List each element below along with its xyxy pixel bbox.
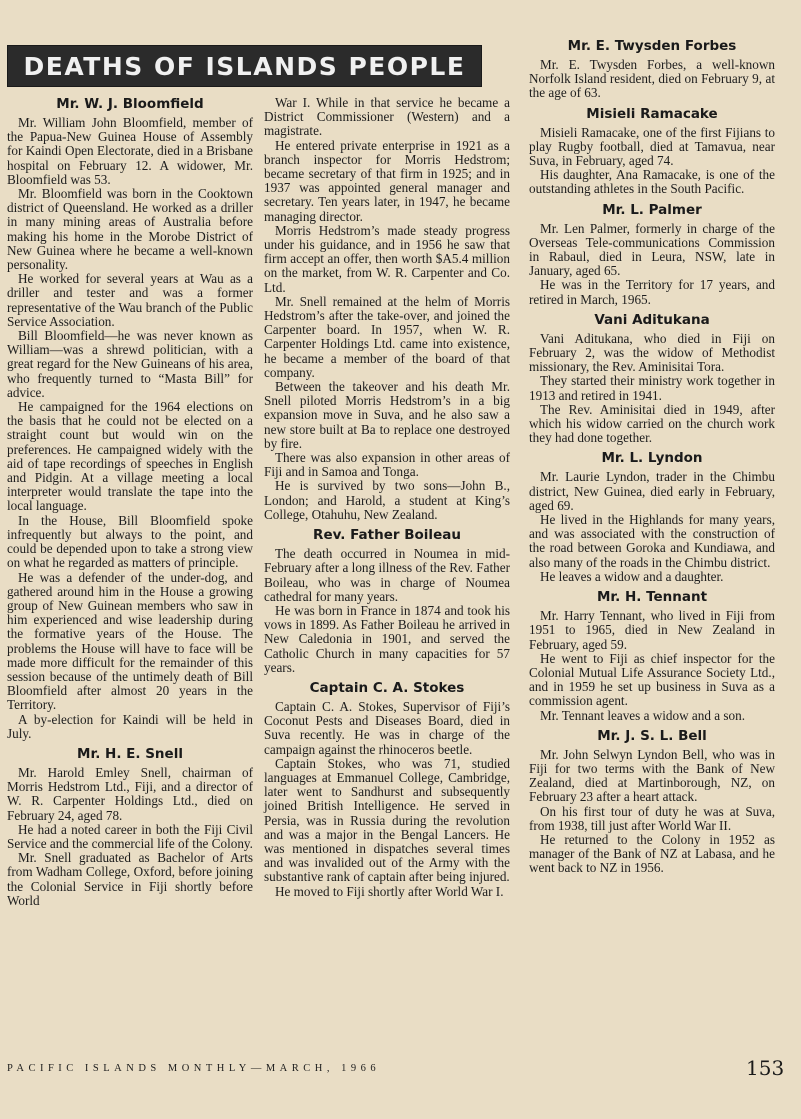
obituary-paragraph: Mr. Snell remained at the helm of Morris Hedstrom’s after the take-over, and joined the Carpenter board. In 1957, when W. R. Carpenter Holdings Ltd. came into existence, he became a member of the board of that company. [264,293,510,380]
obituary-paragraph: Mr. Harold Emley Snell, chairman of Morris Hedstrom Ltd., Fiji, and a director of W. R. Carpenter Holdings Ltd., died on February 24, aged 78. [7,764,253,823]
obituary-paragraph: He was in the Territory for 17 years, and retired in March, 1965. [529,277,775,307]
obituary-section [529,38,775,101]
obituary-paragraph: The death occurred in Noumea in mid-February after a long illness of the Rev. Father Boileau, who was in charge of Noumea cathedral for many years. [264,546,510,604]
obituary-section [529,202,775,307]
page-footer: PACIFIC ISLANDS MONTHLY—MARCH, 1966 [7,1063,381,1074]
obituary-heading: Mr. H. Tennant [596,589,708,606]
obituary-heading: Mr. E. Twysden Forbes [567,38,737,54]
obituary-heading: Mr. J. S. L. Bell [597,727,707,744]
obituary-paragraph: Morris Hedstrom’s made steady progress under his guidance, and in 1956 he saw that firm accept an offer, then worth $A5.4 million on the market, from W. R. Carpenter and Co. Ltd. [264,222,510,295]
obituary-paragraph: Bill Bloomfield—he was never known as William—was a shrewd politician, with a great regard for the New Guineans of his area, who frequently turned to “Masta Bill” for advice. [7,328,253,400]
page-number: 153 [746,1056,785,1080]
obituary-paragraph: He was a defender of the under-dog, and gathered around him in the House a growing group of New Guinean members who saw in him experienced and wise leadership during the formative years of the House. The problems the House will have to face will be made more difficult for the remainder of this session because of the untimely death of Bill Bloomfield after almost 20 years in the Territory. [7,569,253,713]
obituary-paragraph: He campaigned for the 1964 elections on the basis that he could not be elected on a straight count but would win on the preferences. He campaigned widely with the aid of tape recordings of speeches in English and Pidgin. At a village meeting a local interpreter would translate the tape into the local language. [7,399,253,514]
obituary-paragraph: A by-election for Kaindi will be held in July. [7,711,253,741]
obituary-paragraph: Captain Stokes, who was 71, studied languages at Emmanuel College, Cambridge, later went to Sandhurst and subsequently joined British Intelligence. He served in Persia, was in Russia during the revolution and was a major in the Bengal Lancers. He was mentioned in dispatches several times and was invalided out of the Army with the substantive rank of captain after being injured. [264,755,510,885]
section-banner [7,45,482,87]
obituary-paragraph: He is survived by two sons—John B., London; and Harold, a student at King’s College, Otahuhu, New Zealand. [264,478,510,522]
obituary-paragraph: Mr. E. Twysden Forbes, a well-known Norfolk Island resident, died on February 9, at the age of 63. [529,57,775,101]
obituary-paragraph: They started their ministry work together in 1913 and retired in 1941. [529,373,775,403]
banner-title: DEATHS OF ISLANDS PEOPLE [23,51,466,81]
obituary-paragraph: He had a noted career in both the Fiji Civil Service and the commercial life of the Colony. [7,821,253,851]
obituary-paragraph: Mr. Bloomfield was born in the Cooktown district of Queensland. He worked as a driller in many mining areas of Australia before making his home in the Morobe District of New Guinea where he became a well-known personality. [7,186,253,273]
obituary-paragraph: He returned to the Colony in 1952 as manager of the Bank of NZ at Labasa, and he went back to NZ in 1956. [529,831,775,876]
obituary-section [7,746,253,908]
obituary-paragraph: His daughter, Ana Ramacake, is one of the outstanding athletes in the South Pacific. [529,167,775,197]
obituary-paragraph: He was born in France in 1874 and took his vows in 1899. As Father Boileau he arrived in New Caledonia in 1901, and served the Catholic Church in many capacities for 57 years. [264,602,510,675]
column-1 [7,96,253,913]
obituary-heading: Misieli Ramacake [586,105,718,122]
obituary-paragraph: He moved to Fiji shortly after World War I. [275,883,504,899]
obituary-section [529,106,775,197]
obituary-paragraph: Mr. Snell graduated as Bachelor of Arts from Wadham College, Oxford, before joining the Colonial Service in Fiji shortly before World [7,850,253,908]
obituary-paragraph: Misieli Ramacake, one of the first Fijians to play Rugby football, died at Tamavua, near Suva, in February, aged 74. [529,124,775,169]
obituary-paragraph: On his first tour of duty he was at Suva, from 1938, till just after World War II. [529,803,775,833]
obituary-paragraph: Mr. Len Palmer, formerly in charge of the Overseas Tele-communications Commission in Rabaul, died in Leura, NSW, late in January, aged 65. [529,220,775,279]
obituary-paragraph: The Rev. Aminisitai died in 1949, after which his widow carried on the church work they had done together. [529,401,775,446]
column-2 [264,96,510,904]
obituary-section [529,728,775,876]
obituary-paragraph: He entered private enterprise in 1921 as a branch inspector for Morris Hedstrom; became secretary of that firm in 1925; and in 1937 was appointed general manager and secretary. Ten years later, in 1947, he became managing director. [264,137,510,224]
obituary-paragraph: Between the takeover and his death Mr. Snell piloted Morris Hedstrom’s in a big expansion move in Suva, and he also saw a new store built at Ba to replace one destroyed by fire. [264,379,510,451]
obituary-paragraph: War I. While in that service he became a District Commissioner (Western) and a magistrate. [264,95,510,139]
obituary-section [264,96,510,522]
obituary-paragraph: Mr. Laurie Lyndon, trader in the Chimbu district, New Guinea, died early in February, aged 69. [529,469,775,513]
obituary-section [529,450,775,584]
obituary-heading: Mr. L. Palmer [602,201,702,218]
obituary-paragraph: He leaves a widow and a daughter. [540,568,724,584]
obituary-paragraph: Mr. Harry Tennant, who lived in Fiji from 1951 to 1965, died in New Zealand in February, aged 59. [529,608,775,652]
obituary-section [529,312,775,446]
obituary-heading: Mr. H. E. Snell [77,745,183,762]
obituary-heading: Captain C. A. Stokes [309,679,465,696]
obituary-heading: Vani Aditukana [594,311,710,328]
obituary-paragraph: He lived in the Highlands for many years, and was associated with the construction of the road between Goroka and Kundiawa, and also many of the roads in the Chimbu district. [529,512,775,570]
obituary-paragraph: There was also expansion in other areas of Fiji and in Samoa and Tonga. [264,450,510,480]
obituary-heading: Mr. W. J. Bloomfield [56,96,204,112]
obituary-section [7,96,253,741]
obituary-section [264,527,510,675]
column-3 [529,38,775,881]
obituary-section [529,589,775,723]
obituary-paragraph: Vani Aditukana, who died in Fiji on February 2, was the widow of Methodist missionary, the Rev. Aminisitai Tora. [529,330,775,375]
obituary-paragraph: Captain C. A. Stokes, Supervisor of Fiji’s Coconut Pests and Diseases Board, died in Suva recently. He was in charge of the campaign against the rhinoceros beetle. [264,698,510,757]
obituary-paragraph: He went to Fiji as chief inspector for the Colonial Mutual Life Assurance Society Ltd., and in 1959 he set up business in Suva as a commission agent. [529,650,775,709]
obituary-heading: Mr. L. Lyndon [601,450,703,467]
obituary-paragraph: Mr. John Selwyn Lyndon Bell, who was in Fiji for two terms with the Bank of New Zealand, died at Martinborough, NZ, on February 23 after a heart attack. [529,746,775,805]
obituary-paragraph: Mr. William John Bloomfield, member of the Papua-New Guinea House of Assembly for Kaindi Open Electorate, died in a Brisbane hospital on February 12. A widower, Mr. Bloomfield was 53. [7,115,253,187]
obituary-paragraph: In the House, Bill Bloomfield spoke infrequently but always to the point, and could be depended upon to take a strong view on what he regarded as matters of principle. [7,512,253,571]
obituary-section [264,680,510,899]
obituary-heading: Rev. Father Boileau [313,527,461,544]
obituary-paragraph: He worked for several years at Wau as a driller and tester and was a former representative of the Wau branch of the Public Service Association. [7,271,253,329]
obituary-paragraph: Mr. Tennant leaves a widow and a son. [540,707,746,723]
